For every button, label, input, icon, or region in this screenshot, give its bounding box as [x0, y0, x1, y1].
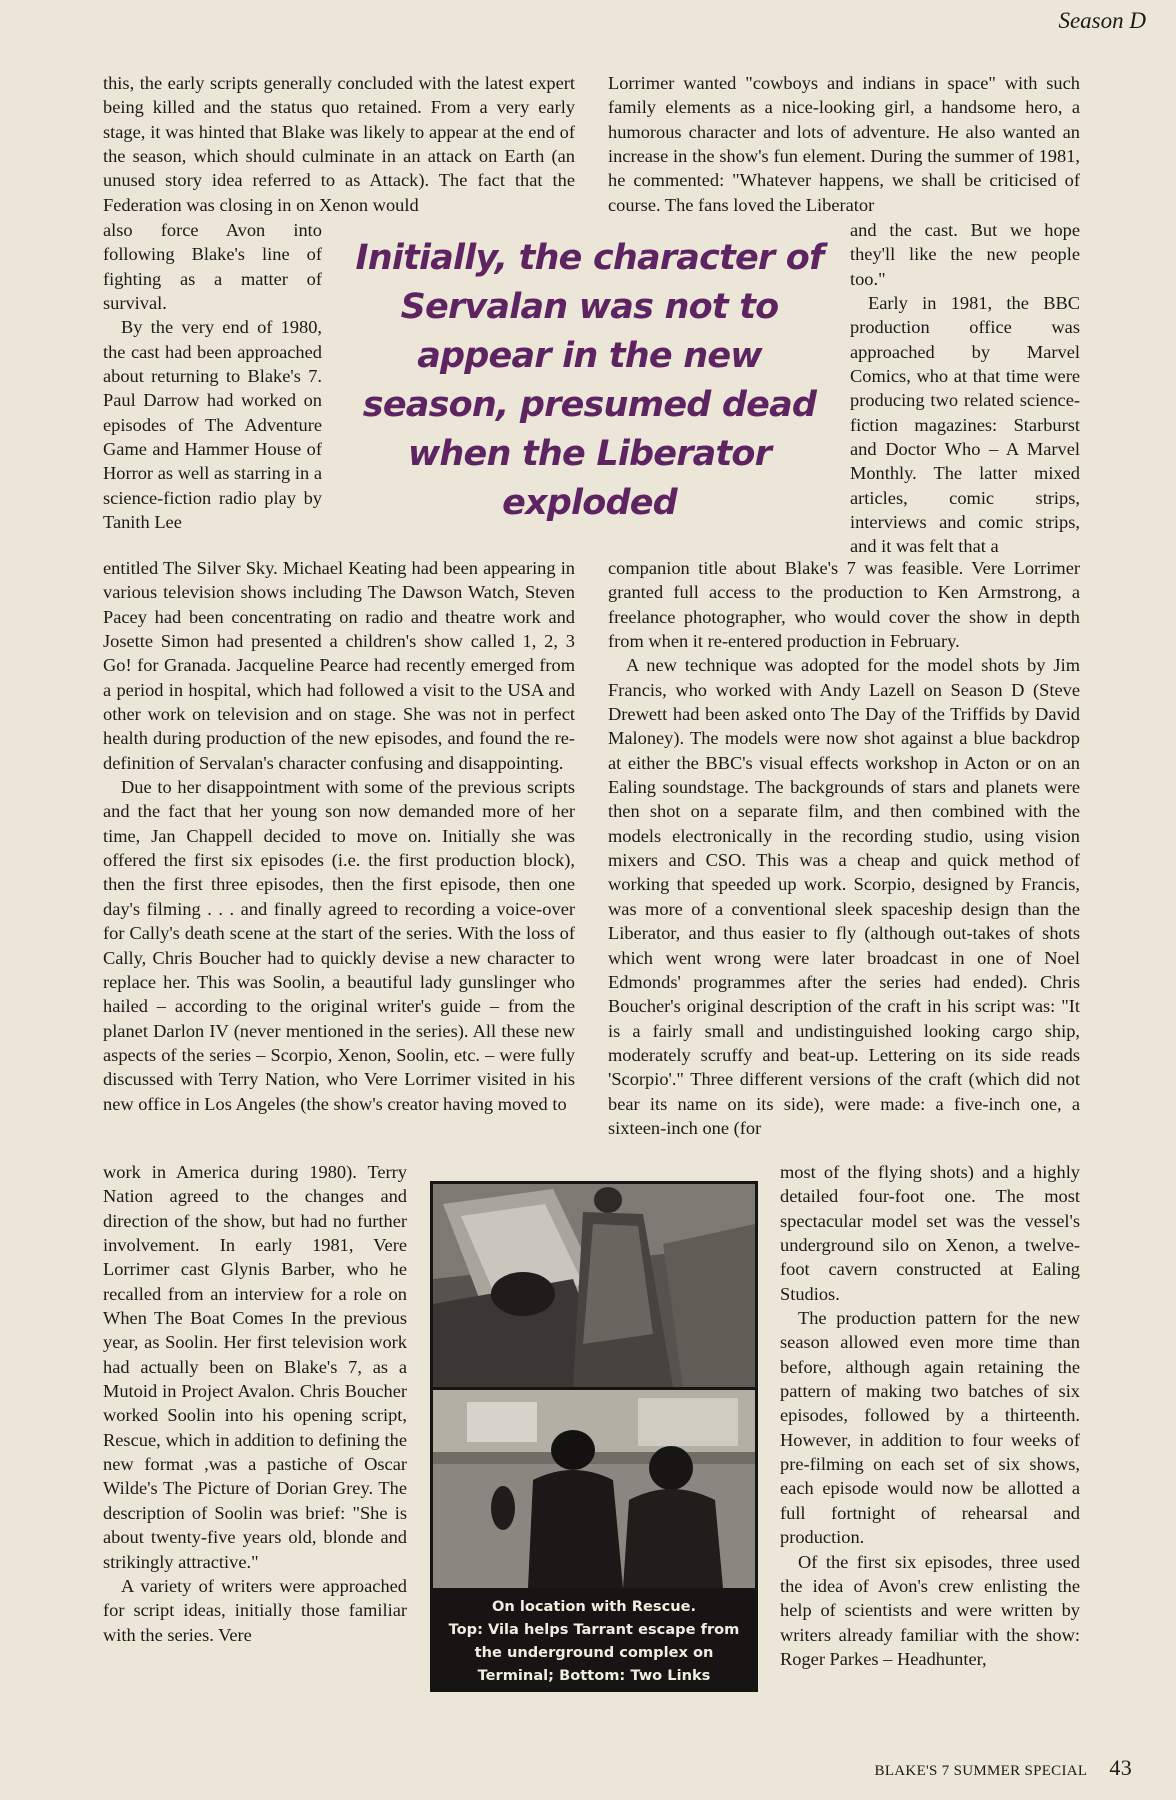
left-column-top	[103, 71, 575, 217]
right-column-top	[608, 71, 1080, 217]
pull-quote: Initially, the character of Servalan was not to appear in the new season, presumed dead when the Liberator exploded	[355, 238, 824, 523]
photo-bottom-image	[433, 1390, 755, 1588]
paragraph: companion title about Blake's 7 was feasible. Vere Lorrimer granted full access to the production to Ken Armstrong, a freelance photographer, who would cover the show in depth from when it re-entered production in February.	[608, 558, 1080, 652]
photo-top-image	[433, 1184, 755, 1387]
photo-panel	[430, 1181, 758, 1692]
section-header: Season D	[1058, 8, 1146, 33]
paragraph: Due to her disappointment with some of the previous scripts and the fact that her young son now demanded more of her time, Jan Chappell decided to move on. Initially she was offered the first six episodes (i.e. the first production block), then the first three episodes, then the first episode, then one day's filming . . . and finally agreed to recording a voice-over for Cally's death scene at the start of the series. With the loss of Cally, Chris Boucher had to quickly devise a new character to replace her. This was Soolin, a beautiful lady gunslinger who hailed – according to the original writer's guide – from the planet Darlon IV (never mentioned in the series). All these new aspects of the series – Scorpio, Xenon, Soolin, etc. – were fully discussed with Terry Nation, who Vere Lorrimer visited in his new office in Los Angeles (the show's creator having moved to	[103, 777, 575, 1114]
paragraph: Of the first six episodes, three used the idea of Avon's crew enlisting the help of scientists and were written by writers already familiar with the show: Roger Parkes – Headhunter,	[780, 1551, 1080, 1669]
paragraph: Early in 1981, the BBC production office was approached by Marvel Comics, who at that time were producing two related science-fiction magazines: Starburst and Doctor Who – A Marvel Monthly. The latter mixed articles, comic strips, interviews and comic strips, and it was felt that a	[850, 293, 1080, 557]
left-column-bottom	[103, 1160, 407, 1647]
right-column-middle	[608, 556, 1080, 1140]
right-column-narrow	[850, 218, 1080, 559]
paragraph: work in America during 1980). Terry Nation agreed to the changes and direction of the show, but had no further involvement. In early 1981, Vere Lorrimer cast Glynis Barber, who he recalled from an interview for a role on When The Boat Comes In the previous year, as Soolin. Her first television work had actually been on Blake's 7, as a Mutoid in Project Avalon. Chris Boucher worked Soolin into his opening script, Rescue, which in addition to defining the new format ,was a pastiche of Oscar Wilde's The Picture of Dorian Grey. The description of Soolin was brief: "She is about twenty-five years old, blonde and strikingly attractive."	[103, 1162, 407, 1572]
paragraph: also force Avon into following Blake's line of fighting as a matter of survival.	[103, 220, 322, 314]
paragraph: Lorrimer wanted "cowboys and indians in space" with such family elements as a nice-looking girl, a handsome hero, a humorous character and lots of adventure. He also wanted an increase in the show's fun element. During the summer of 1981, he commented: "Whatever happens, we shall be criticised of course. The fans loved the Liberator	[608, 73, 1080, 215]
paragraph: entitled The Silver Sky. Michael Keating had been appearing in various television shows including The Dawson Watch, Steven Pacey had been concentrating on radio and theatre work and Josette Simon had presented a children's show called 1, 2, 3 Go! for Granada. Jacqueline Pearce had recently emerged from a period in hospital, which had followed a visit to the USA and other work on television and on stage. She was not in perfect health during production of the new episodes, and found the re-definition of Servalan's character confusing and disappointing.	[103, 558, 575, 773]
left-column-middle	[103, 556, 575, 1116]
paragraph: By the very end of 1980, the cast had been approached about returning to Blake's 7. Paul Darrow had worked on episodes of The Adventure Game and Hammer House of Horror as well as starring in a science-fiction radio play by Tanith Lee	[103, 317, 322, 533]
caption-line-2: Top: Vila helps Tarrant escape from the underground complex on Terminal; Bottom: Two Links	[448, 1621, 740, 1684]
left-column-narrow	[103, 218, 322, 534]
caption-line-1: On location with Rescue.	[491, 1598, 697, 1615]
photo-top	[433, 1184, 755, 1387]
paragraph: The production pattern for the new season allowed even more time than before, although again retaining the pattern of making two batches of six episodes, followed by a thirteenth. However, in addition to four weeks of pre-filming on each set of six shows, each episode would now be allotted a full fortnight of rehearsal and production.	[780, 1308, 1080, 1548]
photo-bottom	[433, 1390, 755, 1588]
page-footer	[875, 1755, 1132, 1781]
paragraph: and the cast. But we hope they'll like the new people too."	[850, 220, 1080, 289]
photo-caption	[430, 1588, 758, 1692]
paragraph: A new technique was adopted for the model shots by Jim Francis, who worked with Andy Lazell on Season D (Steve Drewett had been asked onto The Day of the Triffids by David Maloney). The models were now shot against a blue backdrop at either the BBC's visual effects workshop in Acton or on an Ealing soundstage. The backgrounds of stars and planets were then shot on a separate film, and then combined with the models electronically in the recording studio, using vision mixers and CSO. This was a cheap and quick method of working that speeded up work. Scorpio, designed by Francis, was more of a conventional sleek spaceship design than the Liberator, and thus easier to fly (although out-takes of shots which went wrong were later broadcast in one of Noel Edmonds' programmes after the series had ended). Chris Boucher's original description of the craft in his script was: "It is a fairly small and undistinguished looking cargo ship, moderately scruffy and beat-up. Lettering on its side reads 'Scorpio'." Three different versions of the craft (which did not bear its name on its side), were made: a five-inch one, a sixteen-inch one (for	[608, 655, 1080, 1138]
publication-title: BLAKE'S 7 SUMMER SPECIAL	[874, 1763, 1088, 1779]
paragraph: A variety of writers were approached for script ideas, initially those familiar with the series. Vere	[103, 1575, 407, 1645]
right-column-bottom	[780, 1160, 1080, 1671]
page-number: 43	[1109, 1755, 1132, 1780]
paragraph: most of the flying shots) and a highly detailed four-foot one. The most spectacular model set was the vessel's underground silo on Xenon, a twelve-foot cavern constructed at Ealing Studios.	[780, 1162, 1080, 1304]
paragraph: this, the early scripts generally concluded with the latest expert being killed and the status quo retained. From a very early stage, it was hinted that Blake was likely to appear at the end of the season, which should culminate in an attack on Earth (an unused story idea referred to as Attack). The fact that the Federation was closing in on Xenon would	[103, 73, 575, 215]
